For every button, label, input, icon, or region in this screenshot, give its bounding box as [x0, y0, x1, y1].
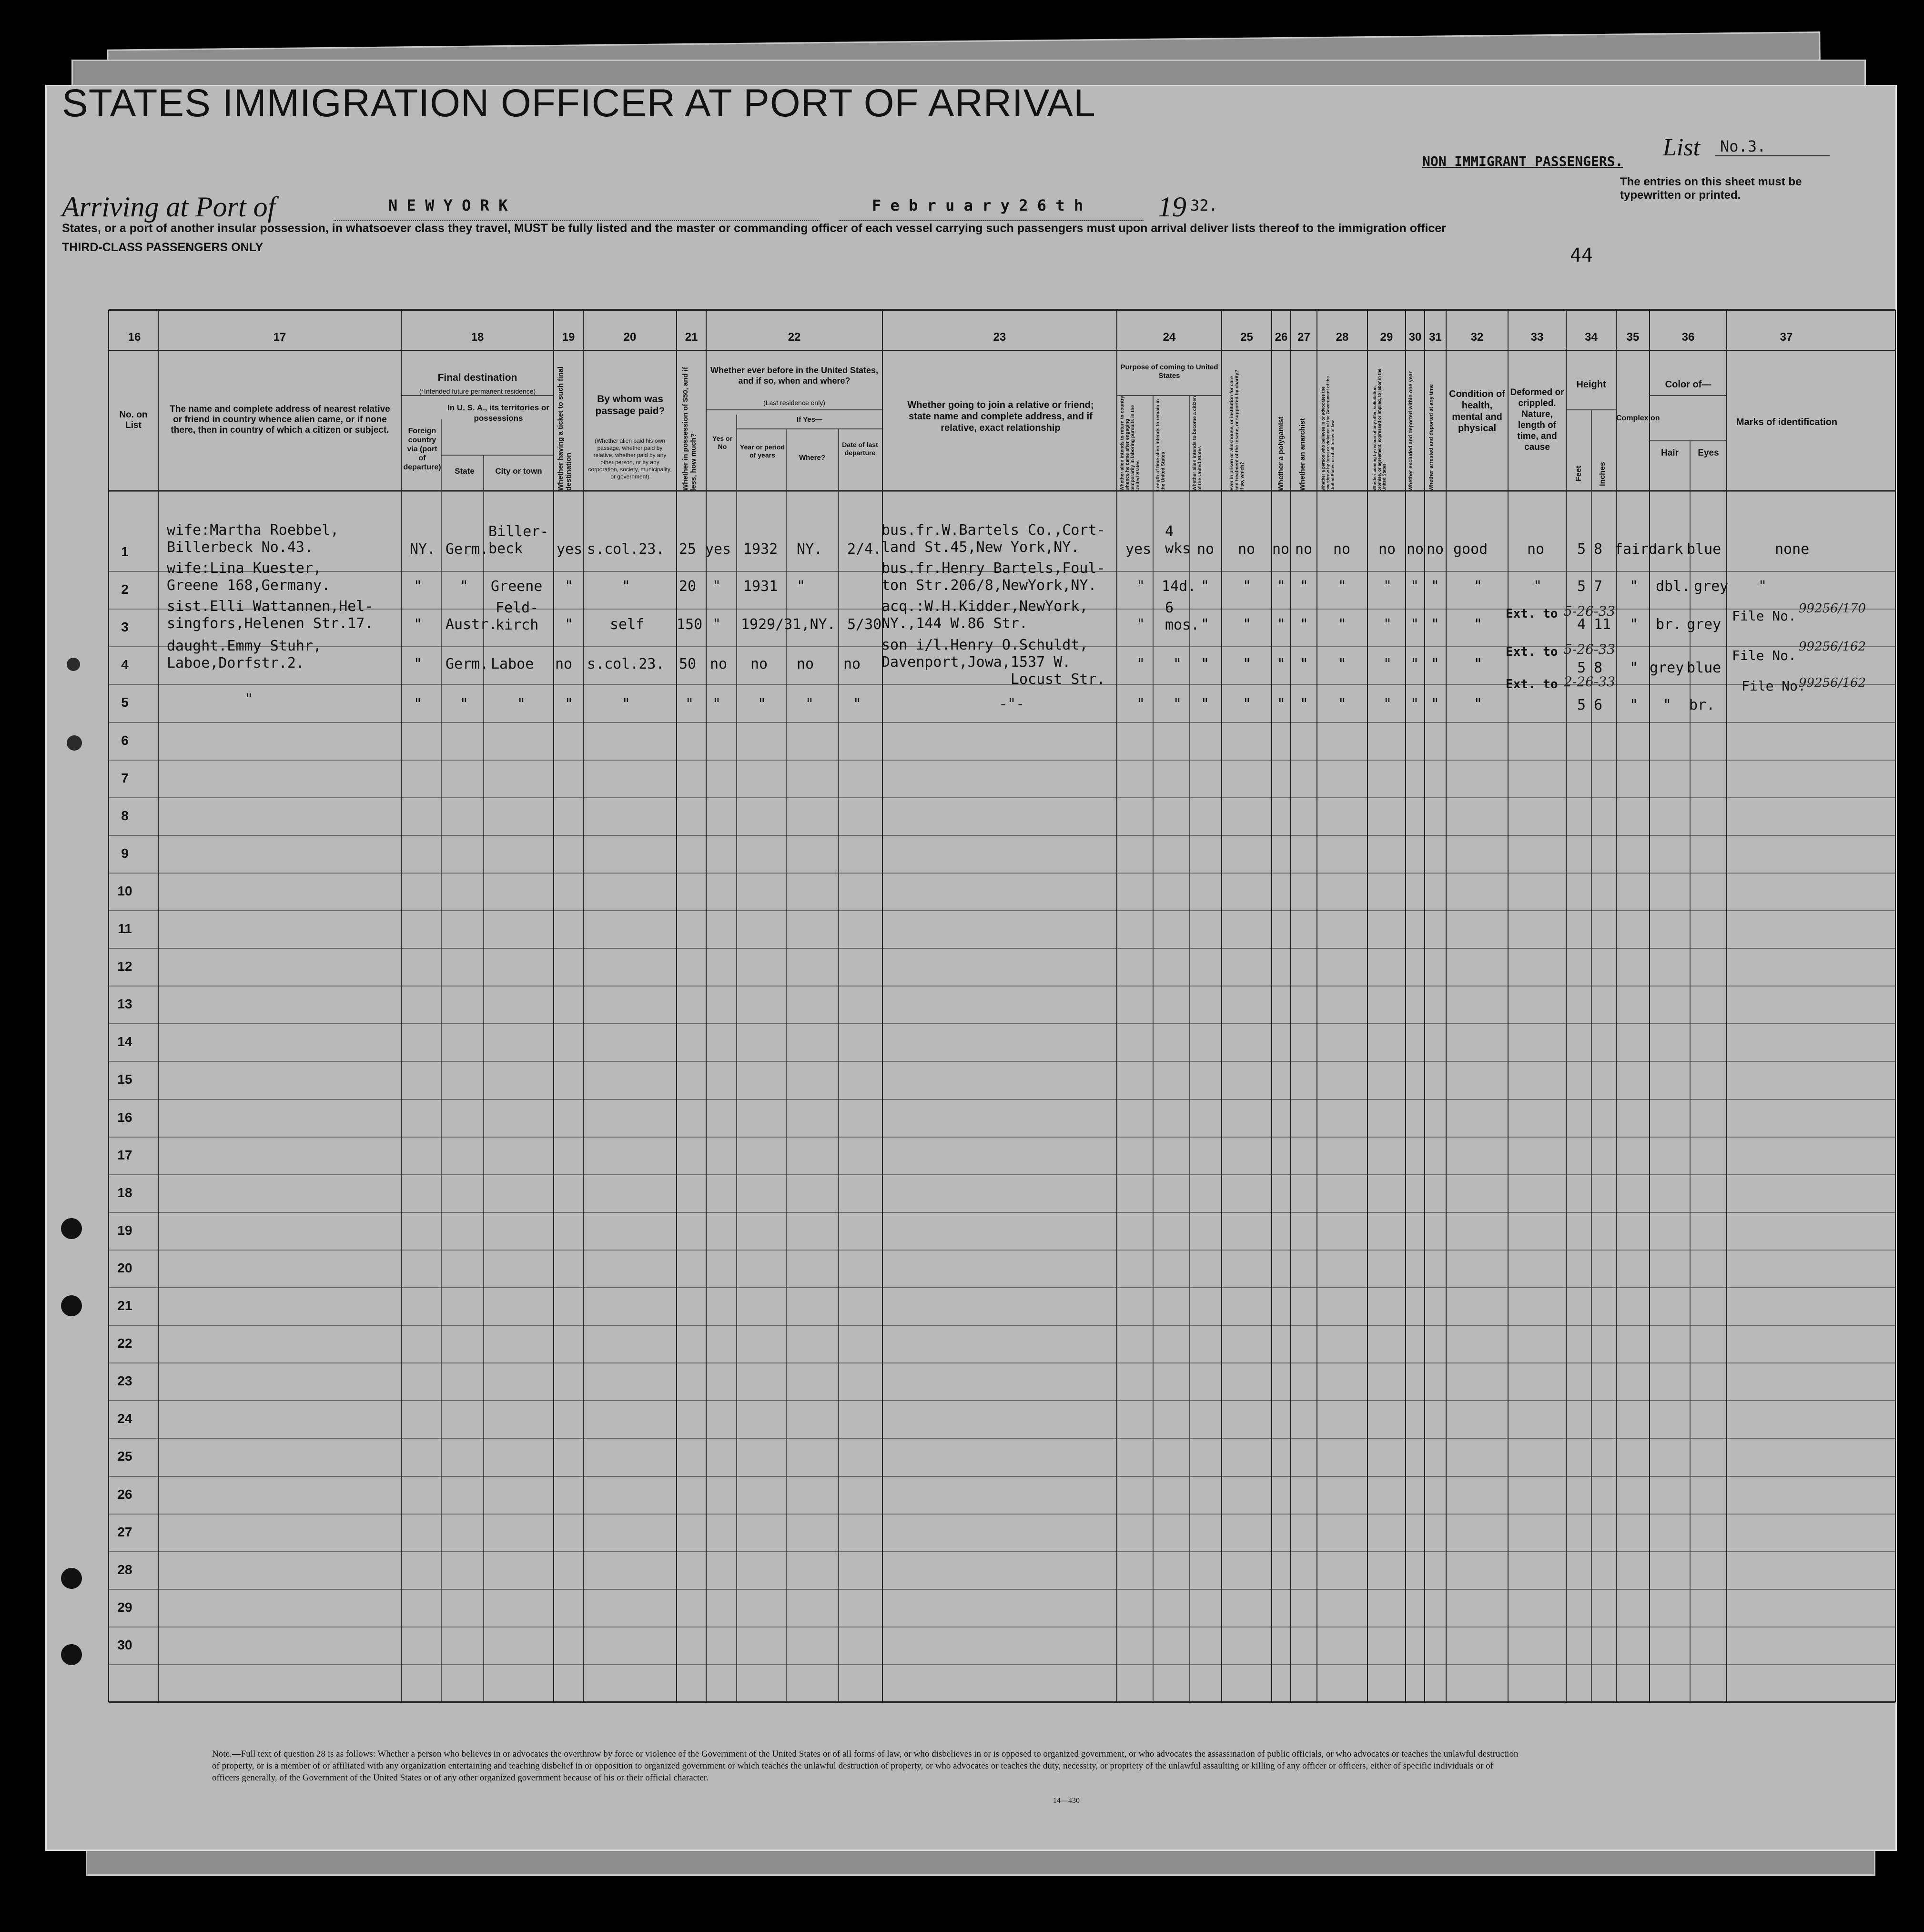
row-number: 20 [117, 1261, 132, 1275]
header-labor-offer: Whether coming by reason of any offer, solicitation, promise, or agreement, expressed or implied, to labor in the United States [1372, 368, 1387, 491]
list-number: No.3. [1720, 137, 1766, 155]
row-2-inches: 7 [1594, 578, 1603, 595]
row-2-marks: " [1758, 578, 1767, 595]
row-5-c30: " [1410, 696, 1419, 712]
row-1-intent: yes [1125, 541, 1152, 558]
column-number: 17 [273, 331, 286, 344]
header-arrested: Whether arrested and deported at any time [1428, 384, 1434, 491]
row-number: 30 [117, 1637, 132, 1652]
row-number: 2 [121, 582, 129, 597]
row-4-city: Laboe [491, 656, 534, 672]
row-5-join: -"- [982, 696, 1025, 712]
row-5-complexion: " [1630, 697, 1639, 713]
row-2-state: " [460, 578, 469, 595]
row-5-intent: " [1136, 696, 1145, 712]
row-3-citizen: " [1201, 616, 1210, 633]
row-3-join: acq.:W.H.Kidder,NewYork, NY.,144 W.86 Str. [881, 598, 1088, 632]
row-1-feet: 5 [1577, 541, 1586, 558]
row-3-hair: br. [1656, 616, 1682, 633]
row-number: 17 [117, 1148, 132, 1162]
row-4-paid: s.col.23. [587, 656, 665, 672]
row-2-length: 14d. [1162, 578, 1196, 595]
header-where: Where? [799, 454, 825, 462]
row-number: 16 [117, 1110, 132, 1125]
page-number: 44 [1570, 244, 1593, 266]
column-number: 22 [788, 331, 801, 344]
row-4-complexion: " [1630, 660, 1639, 676]
row-number: 3 [121, 620, 129, 634]
header-purpose-return: Whether alien intends to return to country whence he came after engaging temporarily in laboring pursuits in the United States [1120, 396, 1141, 491]
port-value: N E W Y O R K [388, 196, 508, 214]
row-2-health: " [1474, 578, 1483, 595]
row-4-c26: " [1277, 656, 1286, 672]
row-1-money: 25 [679, 541, 697, 558]
row-3-c29: " [1383, 616, 1392, 633]
row-number: 18 [117, 1185, 132, 1200]
row-1-c30: no [1407, 541, 1424, 558]
row-number: 29 [117, 1600, 132, 1615]
row-number: 15 [117, 1072, 132, 1087]
row-3-feet: 4 [1577, 616, 1586, 633]
header-passage-paid: By whom was passage paid? [595, 394, 665, 417]
row-3-state: Austr. [446, 616, 497, 633]
header-year: Year or period of years [739, 443, 785, 459]
entries-note: The entries on this sheet must be typewritten or printed. [1620, 175, 1802, 202]
row-5-feet: 5 [1577, 697, 1586, 713]
row-2-relative-name: wife:Lina Kuester, [167, 560, 322, 577]
row-number: 26 [117, 1487, 132, 1502]
row-number: 13 [117, 997, 132, 1011]
row-1-length: 4 wks [1165, 523, 1191, 557]
row-3-date: 5/30 [847, 616, 882, 633]
year-prefix: 19 [1158, 191, 1186, 223]
row-1-c27: no [1295, 541, 1313, 558]
row-4-c27: " [1300, 656, 1309, 672]
row-1-foreign: NY. [410, 541, 436, 558]
row-2-where: " [797, 578, 806, 595]
row-number: 10 [117, 884, 132, 898]
row-number: 23 [117, 1373, 132, 1388]
row-4-feet: 5 [1577, 660, 1586, 676]
row-5-yesno: " [712, 696, 721, 712]
row-2-yesno: " [712, 578, 721, 595]
column-number: 33 [1530, 331, 1544, 344]
row-5-ticket: " [565, 696, 574, 712]
row-2-foreign: " [414, 578, 423, 595]
header-final-destination: Final destination [437, 372, 517, 383]
row-5-ext-date: 2-26-33 [1564, 674, 1615, 690]
row-3-year: 1929/31,NY. [741, 616, 836, 633]
row-number: 21 [117, 1298, 132, 1313]
row-number: 19 [117, 1223, 132, 1238]
row-number: 9 [121, 846, 129, 861]
row-2-paid: " [622, 578, 631, 595]
row-3-c30: " [1410, 616, 1419, 633]
row-1-c26: no [1272, 541, 1290, 558]
column-number: 29 [1380, 331, 1393, 344]
row-2-c27: " [1300, 578, 1309, 595]
header-join-relative: Whether going to join a relative or friend; state name and complete address, and if relative, exact relationship [907, 400, 1094, 433]
row-2-c26: " [1277, 578, 1286, 595]
header-purpose-length: Length of time alien intends to remain in the United States [1155, 399, 1166, 491]
row-3-money: 150 [677, 616, 703, 633]
row-2-city: Greene [491, 578, 543, 595]
row-2-deformed: " [1533, 578, 1542, 595]
header-health: Condition of health, mental and physical [1449, 389, 1505, 434]
column-number: 25 [1240, 331, 1253, 344]
row-2-c29: " [1383, 578, 1392, 595]
row-4-c25: " [1243, 656, 1252, 672]
row-3-intent: " [1136, 616, 1145, 633]
row-1-state: Germ. [446, 541, 489, 558]
row-3-foreign: " [414, 616, 423, 633]
header-eyes: Eyes [1698, 448, 1719, 458]
row-1-paid: s.col.23. [587, 541, 665, 558]
header-yes-no: Yes or No [712, 435, 733, 450]
row-2-money: 20 [679, 578, 697, 595]
header-color-of: Color of— [1665, 379, 1711, 390]
column-number: 24 [1163, 331, 1176, 344]
row-5-c26: " [1277, 696, 1286, 712]
header-state: State [455, 467, 475, 476]
row-5-c25: " [1243, 696, 1252, 712]
header-deformed: Deformed or crippled. Nature, length of time, and cause [1510, 387, 1564, 452]
row-4-relative-address: Laboe,Dorfstr.2. [167, 655, 304, 671]
row-number: 27 [117, 1525, 132, 1539]
row-1-eyes: blue [1687, 541, 1721, 558]
row-3-relative-address: singfors,Helenen Str.17. [167, 615, 374, 632]
row-3-paid: self [610, 616, 645, 633]
row-5-health: " [1474, 696, 1483, 712]
arriving-label: Arriving at Port of [62, 191, 276, 223]
row-3-file-label: File No. [1732, 608, 1796, 624]
row-1-relative-address: Billerbeck No.43. [167, 539, 314, 556]
row-4-length: " [1173, 656, 1182, 672]
row-3-complexion: " [1630, 616, 1639, 633]
row-3-file-number: 99256/170 [1799, 601, 1866, 616]
header-usa: In U. S. A., its territories or possessions [447, 403, 549, 423]
row-number: 8 [121, 808, 129, 823]
column-number: 18 [471, 331, 484, 344]
header-relative-address: The name and complete address of nearest relative or friend in country whence alien came, or if none there, then in country of which a citizen or subject. [170, 404, 390, 435]
row-3-city: Feld- kirch [496, 600, 539, 633]
row-1-marks: none [1775, 541, 1810, 558]
row-number: 12 [117, 959, 132, 974]
row-3-c31: " [1431, 616, 1440, 633]
row-1-year: 1932 [743, 541, 778, 558]
row-5-year: " [758, 696, 767, 712]
row-3-ticket: " [565, 616, 574, 633]
form-title: STATES IMMIGRATION OFFICER AT PORT OF ARRIVAL [62, 81, 1096, 125]
row-1-city: Biller- beck [488, 523, 549, 557]
row-4-c28: " [1338, 656, 1347, 672]
column-number: 26 [1275, 331, 1288, 344]
row-5-paid: " [622, 696, 631, 712]
row-1-deformed: no [1527, 541, 1545, 558]
row-1-hair: dark [1649, 541, 1683, 558]
row-5-c28: " [1338, 696, 1347, 712]
non-immigrant-label: NON IMMIGRANT PASSENGERS. [1422, 153, 1623, 169]
row-2-c31: " [1431, 578, 1440, 595]
row-2-ticket: " [565, 578, 574, 595]
row-1-join: bus.fr.W.Bartels Co.,Cort- land St.45,New York,NY. [881, 522, 1105, 556]
row-3-relative-name: sist.Elli Wattannen,Hel- [167, 598, 374, 615]
row-4-ticket: no [555, 656, 573, 672]
row-4-where: no [797, 656, 814, 672]
row-5-file-number: 99256/162 [1799, 676, 1866, 690]
punch-hole [61, 1295, 82, 1316]
header-purpose: Purpose of coming to United States [1120, 363, 1218, 380]
row-4-file-label: File No. [1732, 648, 1796, 663]
row-3-eyes: grey [1687, 616, 1721, 633]
punch-hole [61, 1568, 82, 1589]
row-5-eyes: br. [1689, 697, 1715, 713]
row-1-inches: 8 [1594, 541, 1603, 558]
column-number: 16 [128, 331, 141, 344]
header-no-on-list: No. on List [119, 410, 148, 430]
row-2-c30: " [1410, 578, 1419, 595]
row-5-c29: " [1383, 696, 1392, 712]
form-number: 14—430 [1053, 1797, 1080, 1805]
row-5-c31: " [1431, 696, 1440, 712]
row-number: 4 [121, 657, 129, 672]
column-number: 21 [685, 331, 698, 344]
row-5-state: " [460, 696, 469, 712]
header-height: Height [1576, 379, 1606, 390]
row-4-relative-name: daught.Emmy Stuhr, [167, 638, 322, 654]
row-1-yesno: yes [705, 541, 731, 558]
row-3-length: 6 mos. [1165, 600, 1200, 633]
row-4-citizen: " [1201, 656, 1210, 672]
row-4-join: son i/l.Henry O.Schuldt, Davenport,Jowa,1537 W. Locust Str. [881, 637, 1105, 688]
row-5-hair: " [1663, 697, 1672, 713]
column-number: 35 [1626, 331, 1640, 344]
row-2-eyes: grey [1694, 578, 1729, 595]
column-number: 20 [623, 331, 637, 344]
column-number: 19 [562, 331, 575, 344]
header-anarchist: Whether an anarchist [1298, 418, 1306, 491]
header-final-destination-note: (*Intended future permanent residence) [419, 387, 536, 395]
row-3-c27: " [1300, 616, 1309, 633]
row-1-c25: no [1238, 541, 1256, 558]
row-4-file-number: 99256/162 [1799, 640, 1866, 654]
header-question-28: Whether a person who believes in or advocates the overthrow by force or violence of the Government of the United States or of all forms of law [1321, 376, 1335, 491]
row-number: 5 [121, 695, 129, 710]
row-4-c29: " [1383, 656, 1392, 672]
column-number: 28 [1336, 331, 1349, 344]
row-number: 1 [121, 544, 129, 559]
punch-hole [61, 1218, 82, 1239]
header-excluded: Whether excluded and deported within one year [1408, 371, 1414, 491]
row-number: 7 [121, 771, 129, 785]
row-5-ext-label: Ext. to [1506, 677, 1558, 691]
column-number: 37 [1780, 331, 1793, 344]
footer-note: Note.—Full text of question 28 is as follows: Whether a person who believes in or advocates the overthrow by force or violence of the Government of the United States or of all forms of law, or who disbelieves in or is opposed to organized government, or who advocates the assassination of public officials, or who advocates or teaches the unlawful destruction of property, or is a member of or affiliated with any organization entertaining and teaching disbelief in or opposition to organized government or which teaches the unlawful destruction of property, or who advocates or teaches the duty, necessity, or propriety of the unlawful assaulting or killing of any officer or officers, either of specific individuals or of officers generally, of the Government of the United States or of any other organized government because of his or their official character. [212, 1749, 1519, 1783]
row-number: 22 [117, 1336, 132, 1351]
row-4-money: 50 [679, 656, 697, 672]
row-number: 28 [117, 1562, 132, 1577]
header-passage-paid-note: (Whether alien paid his own passage, whether paid by relative, whether paid by any other person, or by any corporation, society, municipality, or government) [588, 437, 672, 480]
header-complexion: Complexion [1616, 414, 1660, 422]
header-purpose-citizen: Whether alien intends to become a citizen of the United States [1192, 396, 1203, 491]
row-2-relative-address: Greene 168,Germany. [167, 577, 331, 594]
column-number: 36 [1681, 331, 1695, 344]
punch-hole [61, 1644, 82, 1665]
row-2-complexion: " [1630, 578, 1639, 595]
row-1-date: 2/4. [847, 541, 882, 558]
row-5-c27: " [1300, 696, 1309, 712]
row-4-foreign: " [414, 656, 423, 672]
row-2-hair: dbl. [1656, 578, 1691, 595]
header-city: City or town [495, 467, 542, 476]
row-number: 6 [121, 733, 129, 748]
row-4-eyes: blue [1687, 660, 1721, 676]
header-hair: Hair [1661, 448, 1679, 458]
row-4-date: no [843, 656, 861, 672]
header-money: Whether in possession of $50, and if less, how much? [681, 366, 698, 491]
column-number: 34 [1585, 331, 1598, 344]
row-4-c31: " [1431, 656, 1440, 672]
header-ever-before: Whether ever before in the United States, and if so, when and where? [710, 366, 879, 386]
row-3-c25: " [1243, 616, 1252, 633]
header-inches: Inches [1599, 462, 1607, 486]
row-1-complexion: fair [1614, 541, 1649, 558]
row-5-length: " [1173, 696, 1182, 712]
row-5-date: " [853, 696, 862, 712]
row-1-ticket: yes [557, 541, 583, 558]
row-number: 25 [117, 1449, 132, 1464]
row-3-yesno: " [712, 616, 721, 633]
row-5-citizen: " [1201, 696, 1210, 712]
header-ticket: Whether having a ticket to such final destination [557, 366, 573, 491]
row-4-state: Germ. [446, 656, 489, 672]
row-4-ext-label: Ext. to [1506, 645, 1558, 659]
row-4-year: no [750, 656, 768, 672]
row-1-relative-name: wife:Martha Roebbel, [167, 522, 339, 539]
header-feet: Feet [1575, 466, 1583, 481]
row-1-c28: no [1333, 541, 1351, 558]
row-1-c29: no [1378, 541, 1396, 558]
row-3-inches: 11 [1594, 616, 1611, 633]
column-number: 31 [1429, 331, 1442, 344]
row-2-feet: 5 [1577, 578, 1586, 595]
row-3-health: " [1474, 616, 1483, 633]
instruction-text: States, or a port of another insular possession, in whatsoever class they travel, MUST be fully listed and the master or commanding officer of each vessel carrying such passengers must upon arrival deliver lists thereof to the immigration officer [62, 222, 1446, 235]
row-number: 24 [117, 1411, 132, 1426]
header-prison: Ever in prison or almshouse, or institution for care and treatment of the insane, or supported by charity? If so, which? [1229, 370, 1245, 491]
row-2-intent: " [1136, 578, 1145, 595]
header-foreign-country: Foreign country via (port of departure) [403, 427, 441, 471]
row-4-health: " [1474, 656, 1483, 672]
header-marks: Marks of identification [1736, 417, 1838, 427]
header-ever-before-note: (Last residence only) [763, 399, 825, 407]
row-5-city: " [517, 696, 526, 712]
column-number: 23 [993, 331, 1006, 344]
row-5-inches: 6 [1594, 697, 1603, 713]
row-3-ext-label: Ext. to [1506, 607, 1558, 621]
row-4-c30: " [1410, 656, 1419, 672]
row-1-health: good [1453, 541, 1488, 558]
row-5-foreign: " [414, 696, 423, 712]
row-3-ext-date: 5-26-33 [1564, 603, 1615, 619]
row-3-c26: " [1277, 616, 1286, 633]
header-if-yes: If Yes— [797, 416, 822, 424]
class-label: THIRD-CLASS PASSENGERS ONLY [62, 241, 263, 254]
punch-hole [67, 735, 82, 751]
row-3-c28: " [1338, 616, 1347, 633]
header-date-departure: Date of last departure [842, 441, 878, 457]
row-2-join: bus.fr.Henry Bartels,Foul- ton Str.206/8,NewYork,NY. [881, 560, 1105, 594]
year-suffix: 32. [1190, 196, 1218, 214]
list-label: List [1663, 134, 1701, 161]
row-5-file-label: File No. [1742, 678, 1806, 694]
row-2-c28: " [1338, 578, 1347, 595]
column-number: 27 [1297, 331, 1310, 344]
row-5-money: " [685, 696, 694, 712]
row-2-c25: " [1243, 578, 1252, 595]
row-number: 14 [117, 1034, 132, 1049]
column-number: 32 [1470, 331, 1484, 344]
row-4-hair: grey [1650, 660, 1684, 676]
header-polygamist: Whether a polygamist [1277, 417, 1285, 491]
row-number: 11 [118, 921, 132, 936]
row-4-yesno: no [710, 656, 728, 672]
row-5-where: " [805, 696, 814, 712]
column-number: 30 [1408, 331, 1422, 344]
row-2-year: 1931 [743, 578, 778, 595]
row-4-inches: 8 [1594, 660, 1603, 676]
row-4-ext-date: 5-26-33 [1564, 641, 1615, 657]
date-value: F e b r u a r y 2 6 t h [872, 196, 1084, 214]
row-1-citizen: no [1197, 541, 1215, 558]
punch-hole [67, 658, 80, 671]
row-1-where: NY. [797, 541, 823, 558]
row-2-citizen: " [1201, 578, 1210, 595]
row-1-c31: no [1427, 541, 1444, 558]
row-5-relative-name: " [193, 691, 253, 708]
row-4-intent: " [1136, 656, 1145, 672]
